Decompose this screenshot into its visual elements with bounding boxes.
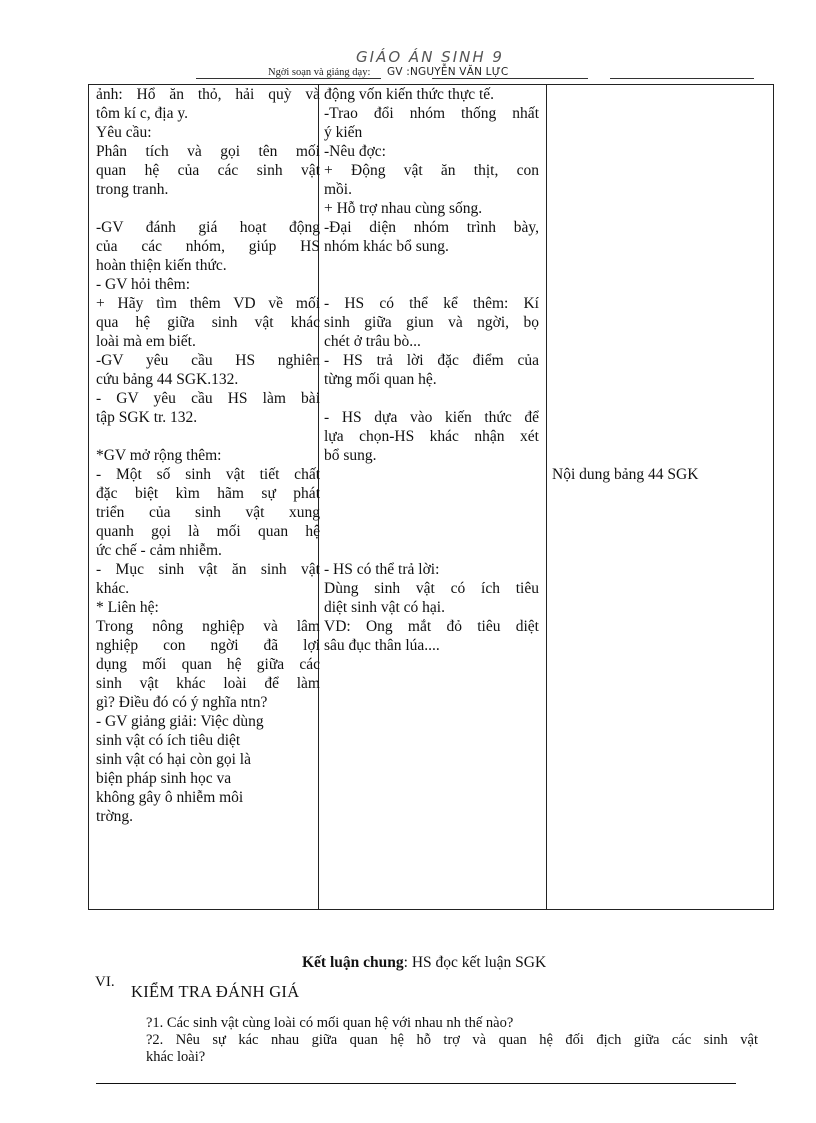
cell-line: + Hỗ trợ nhau cùng sống. <box>324 200 483 217</box>
cell-line <box>96 199 320 218</box>
cell-line: ức chế - cảm nhiễm. <box>96 542 222 559</box>
cell-line: đặc biệt kìm hãm sự phát <box>96 485 320 502</box>
cell-line: hoàn thiện kiến thức. <box>96 257 227 274</box>
cell-line: quan hệ của các sinh vật <box>96 162 320 179</box>
cell-line: sinh vật khác loài để làm <box>96 675 320 692</box>
cell-line: tập SGK tr. 132. <box>96 409 198 426</box>
cell-line: biện pháp sinh học va <box>96 770 232 787</box>
cell-line: sinh vật có hại còn gọi là <box>96 751 251 768</box>
section-title: KIỂM TRA ĐÁNH GIÁ <box>131 982 300 1001</box>
question-2: ?2. Nêu sự kác nhau giữa quan hệ hỗ trợ và quan hệ đối địch giữa các sinh vật <box>146 1032 758 1048</box>
cell-line <box>96 427 320 446</box>
cell-line: dụng mối quan hệ giữa các <box>96 656 320 673</box>
cell-line: ý kiến <box>324 124 363 141</box>
cell-line: - HS có thể trả lời: <box>324 561 440 578</box>
cell-line: trờng. <box>96 808 134 825</box>
student-activity-column <box>324 85 539 655</box>
conclusion-text: : HS đọc kết luận SGK <box>403 954 547 971</box>
cell-line: + Hãy tìm thêm VD về mối <box>96 295 320 312</box>
cell-line: Yêu cầu: <box>96 124 152 141</box>
footer-rule <box>96 1083 736 1084</box>
cell-line <box>324 541 539 560</box>
document-header-title: GIÁO ÁN SINH 9 <box>356 48 504 66</box>
cell-line: VD: Ong mắt đỏ tiêu diệt <box>324 618 539 635</box>
cell-line: cứu bảng 44 SGK.132. <box>96 371 239 388</box>
cell-line <box>324 256 539 275</box>
cell-line: động vốn kiến thức thực tế. <box>324 86 495 103</box>
cell-line: -GV đánh giá hoạt động <box>96 219 320 236</box>
cell-line <box>324 484 539 503</box>
cell-line: trong tranh. <box>96 181 169 198</box>
conclusion-label: Kết luận chung <box>302 954 404 971</box>
cell-line: sâu đục thân lúa.... <box>324 637 440 654</box>
cell-line: - Mục sinh vật ăn sinh vật <box>96 561 320 578</box>
cell-line: mồi. <box>324 181 352 198</box>
cell-line: -Nêu đợc: <box>324 143 386 160</box>
cell-line: lựa chọn-HS khác nhận xét <box>324 428 539 445</box>
cell-line: bổ sung. <box>324 447 377 464</box>
cell-line <box>324 465 539 484</box>
cell-line: *GV mở rộng thêm: <box>96 447 222 464</box>
cell-line: quanh gọi là mối quan hệ <box>96 523 320 540</box>
cell-line: * Liên hệ: <box>96 599 159 616</box>
cell-line: -Đại diện nhóm trình bày, <box>324 219 539 236</box>
header-rule-left <box>196 78 381 79</box>
cell-line: - HS có thể kể thêm: Kí <box>324 295 539 312</box>
cell-line: nhóm khác bổ sung. <box>324 238 449 255</box>
document-header-author-line <box>268 66 508 78</box>
cell-line: - Một số sinh vật tiết chất <box>96 466 320 483</box>
question-1: ?1. Các sinh vật cùng loài có mối quan hệ với nhau nh thế nào? <box>146 1015 514 1031</box>
cell-line: Nội dung bảng 44 SGK <box>552 466 699 483</box>
cell-line: sinh giữa giun và ngời, bọ <box>324 314 539 331</box>
cell-line: - GV giảng giải: Việc dùng <box>96 713 264 730</box>
cell-line: - GV hỏi thêm: <box>96 276 190 293</box>
cell-line: - GV yêu cầu HS làm bài <box>96 390 320 407</box>
lesson-table <box>88 84 774 910</box>
cell-line <box>324 389 539 408</box>
cell-line: -GV yêu cầu HS nghiên <box>96 352 320 369</box>
question-2-continued: khác loài? <box>146 1049 206 1065</box>
cell-line: -Trao đổi nhóm thống nhất <box>324 105 539 122</box>
header-rule-right <box>610 78 754 79</box>
cell-line <box>324 275 539 294</box>
cell-line: Trong nông nghiệp và lâm <box>96 618 320 635</box>
cell-line: không gây ô nhiễm môi <box>96 789 244 806</box>
cell-line <box>324 522 539 541</box>
cell-line: sinh vật có ích tiêu diệt <box>96 732 241 749</box>
content-column <box>552 465 767 484</box>
cell-line: gì? Điều đó có ý nghĩa ntn? <box>96 694 268 711</box>
teacher-activity-column <box>96 85 320 826</box>
header-rule-mid <box>432 78 588 79</box>
cell-line: tôm kí c, địa y. <box>96 105 188 122</box>
cell-line: khác. <box>96 580 130 597</box>
cell-line <box>324 503 539 522</box>
cell-line: - HS dựa vào kiến thức để <box>324 409 539 426</box>
cell-line: loài mà em biết. <box>96 333 196 350</box>
author-name: GV :NGUYỄN VĂN LỰC <box>387 66 509 78</box>
cell-line: từng mối quan hệ. <box>324 371 437 388</box>
cell-line: - HS trả lời đặc điểm của <box>324 352 539 369</box>
cell-line: Dùng sinh vật có ích tiêu <box>324 580 539 597</box>
cell-line: diệt sinh vật có hại. <box>324 599 445 616</box>
column-divider-2 <box>546 85 547 909</box>
cell-line: triển của sinh vật xung <box>96 504 320 521</box>
cell-line: chét ở trâu bò... <box>324 333 421 350</box>
section-number: VI. <box>95 974 115 990</box>
cell-line: + Động vật ăn thịt, con <box>324 162 539 179</box>
cell-line: của các nhóm, giúp HS <box>96 238 320 255</box>
cell-line: qua hệ giữa sinh vật khác <box>96 314 320 331</box>
general-conclusion <box>302 954 546 972</box>
cell-line: ảnh: Hổ ăn thỏ, hải quỳ và <box>96 86 320 103</box>
author-label: Ngời soạn và giảng dạy: <box>268 67 371 78</box>
cell-line: Phân tích và gọi tên mối <box>96 143 320 160</box>
cell-line: nghiệp con ngời đã lợi <box>96 637 320 654</box>
